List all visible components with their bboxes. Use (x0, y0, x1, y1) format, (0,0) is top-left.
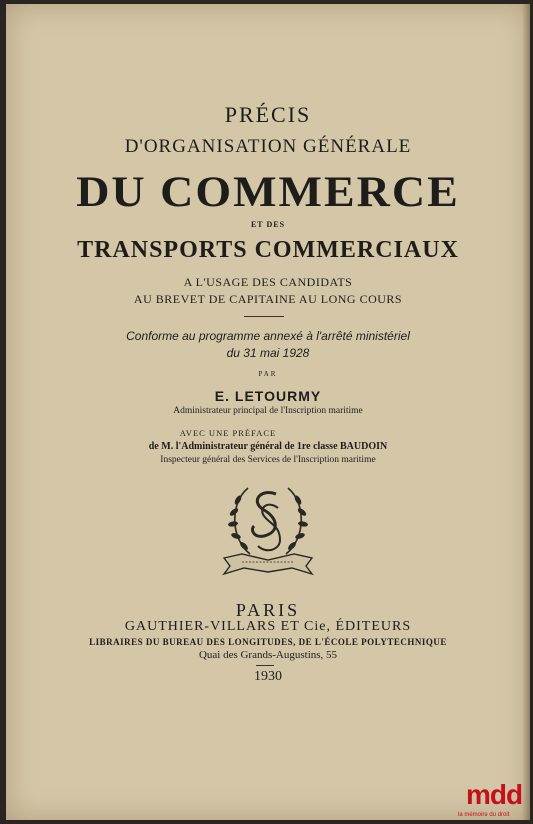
title-du-commerce: DU COMMERCE (76, 167, 460, 216)
publisher-name: GAUTHIER-VILLARS ET Cie, ÉDITEURS (124, 619, 412, 634)
author-role: Administrateur principal de l'Inscription maritime (173, 406, 363, 416)
subtitle-usage: A L'USAGE DES CANDIDATS (183, 275, 353, 289)
preface-label: AVEC UNE PRÉFACE (179, 428, 277, 438)
title-organisation: D'ORGANISATION GÉNÉRALE (124, 136, 412, 157)
title-transports: TRANSPORTS COMMERCIAUX (77, 237, 459, 263)
publisher-line: LIBRAIRES DU BUREAU DES LONGITUDES, DE L'ÉCOLE POLYTECHNIQUE (89, 637, 447, 647)
publication-year: 1930 (254, 669, 282, 684)
conformity-line-1: Conforme au programme annexé à l'arrêté ministériel (126, 329, 410, 343)
title-precis: PRÉCIS (224, 102, 312, 127)
conformity-line-2: du 31 mai 1928 (226, 346, 310, 360)
mdd-logo: mdd (466, 779, 523, 810)
preface-by: de M. l'Administrateur général de 1re classe BAUDOIN (148, 441, 388, 452)
subtitle-brevet: AU BREVET DE CAPITAINE AU LONG COURS (133, 292, 403, 306)
publisher-address: Quai des Grands-Augustins, 55 (198, 649, 338, 661)
monogram-wreath-emblem (220, 478, 316, 582)
author-name: E. LETOURMY (214, 388, 322, 404)
preface-role: Inspecteur général des Services de l'Inscription maritime (160, 455, 376, 465)
divider-rule-small (256, 665, 274, 666)
publisher-city: PARIS (235, 600, 301, 620)
divider-rule (244, 316, 284, 317)
title-et-des: ET DES (250, 220, 286, 229)
book-cover (6, 4, 530, 820)
author-par: PAR (258, 370, 278, 378)
mdd-tagline: la mémoire du droit (458, 812, 510, 818)
